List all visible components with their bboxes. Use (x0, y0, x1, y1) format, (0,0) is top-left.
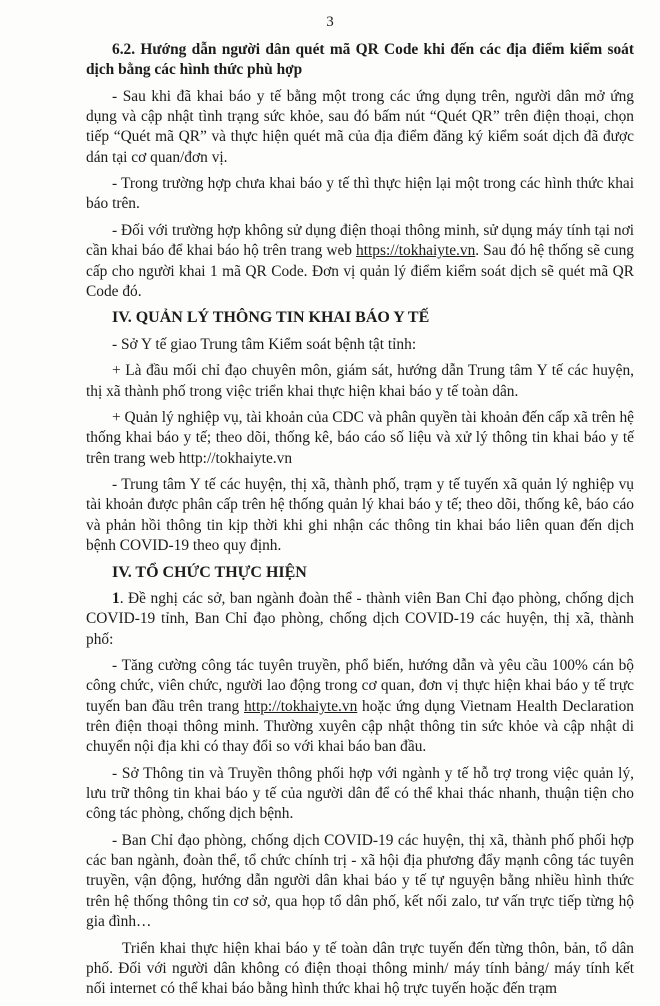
page-number: 3 (326, 14, 334, 30)
paragraph-text: hoặc ứng dụng Vietnam Health Declaration trên điện thoại thông minh. Thường xuyên cập nhật thông tin sức khỏe và cập nhật di chuyển nội địa khi có thay đổi so với khai báo ban đầu. (86, 697, 634, 756)
paragraph: Triển khai thực hiện khai báo y tế toàn dân trực tuyến đến từng thôn, bản, tổ dân phố. Đối với người dân không có điện thoại thông minh/ máy tính bảng/ máy tính kết nối internet có thể khai báo bằng hình thức khai hộ trực tuyến hoặc đến trạm (86, 939, 634, 998)
paragraph: - Ban Chỉ đạo phòng, chống dịch COVID-19 các huyện, thị xã, thành phố phối hợp các ban ngành, đoàn thể, tổ chức chính trị - xã hội địa phương đẩy mạnh công tác tuyên truyền, vận động, hướng dẫn người dân khai báo y tế tự nguyện bằng nhiều hình thức trên hệ thống thông tin cơ sở, qua họp tổ dân phố, kết nối zalo, tư vấn trực tiếp từng hộ gia đình… (86, 831, 634, 931)
paragraph: + Là đầu mối chỉ đạo chuyên môn, giám sát, hướng dẫn Trung tâm Y tế các huyện, thị xã thành phố trong việc triển khai thực hiện khai báo y tế toàn dân. (86, 362, 634, 400)
paragraph (86, 221, 634, 302)
section-6-2-heading: 6.2. Hướng dẫn người dân quét mã QR Code khi đến các địa điểm kiểm soát dịch bằng các hình thức phù hợp (86, 41, 634, 79)
tokhaiyte-link[interactable]: https://tokhaiyte.vn (356, 242, 476, 260)
paragraph: - Trung tâm Y tế các huyện, thị xã, thành phố, trạm y tế tuyến xã quản lý nghiệp vụ tài khoản được phân cấp trên hệ thống quản lý khai báo y tế; theo dõi, thống kê, báo cáo và phản hồi thông tin kịp thời khi ghi nhận các thông tin khai báo liên quan đến dịch bệnh COVID-19 theo quy định. (86, 476, 634, 555)
section-iv-implementation-heading: IV. TỔ CHỨC THỰC HIỆN (112, 563, 307, 581)
paragraph: - Sau khi đã khai báo y tế bằng một trong các ứng dụng trên, người dân mở ứng dụng và cập nhật tình trạng sức khỏe, sau đó bấm nút “Quét QR” trên điện thoại, chọn tiếp “Quét mã QR” và thực hiện quét mã của địa điểm đăng ký kiểm soát dịch đã được dán tại cơ quan/đơn vị. (86, 87, 634, 166)
paragraph: + Quản lý nghiệp vụ, tài khoản của CDC và phân quyền tài khoản đến cấp xã trên hệ thống khai báo y tế; theo dõi, thống kê, báo cáo số liệu và xử lý thông tin khai báo y tế trên trang web http://tokhaiyte.vn (86, 409, 634, 467)
paragraph-text: - Tăng cường công tác tuyên truyền, phổ biến, hướng dẫn và yêu cầu 100% cán bộ công chức, viên chức, người lao động trong cơ quan, đơn vị thực hiện khai báo y tế trực tuyến ban đầu trên trang (86, 657, 634, 715)
paragraph-text: - Đối với trường hợp không sử dụng điện thoại thông minh, sử dụng máy tính tại nơi cần khai báo để khai báo hộ trên trang web (86, 221, 634, 260)
section-iv-management-heading: IV. QUẢN LÝ THÔNG TIN KHAI BÁO Y TẾ (112, 309, 430, 327)
paragraph (86, 656, 634, 757)
document-body (86, 40, 634, 1006)
item-number: 1 (112, 590, 120, 607)
tokhaiyte-link[interactable]: http://tokhaiyte.vn (243, 697, 358, 715)
paragraph: - Trong trường hợp chưa khai báo y tế thì thực hiện lại một trong các hình thức khai báo trên. (86, 175, 634, 213)
paragraph (86, 589, 634, 650)
paragraph-text: . Sau đó hệ thống sẽ cung cấp cho người khai 1 mã QR Code. Đơn vị quản lý điểm kiểm soát dịch sẽ quét mã QR Code đó. (86, 242, 635, 300)
paragraph: - Sở Y tế giao Trung tâm Kiểm soát bệnh tật tỉnh: (112, 335, 417, 353)
paragraph: - Sở Thông tin và Truyền thông phối hợp với ngành y tế hỗ trợ trong việc quản lý, lưu trữ thông tin khai báo y tế của người dân để có thể khai thác nhanh, thuận tiện cho công tác phòng, chống dịch bệnh. (86, 764, 634, 823)
paragraph-text: . Đề nghị các sở, ban ngành đoàn thể - thành viên Ban Chỉ đạo phòng, chống dịch COVID-19 tỉnh, Ban Chỉ đạo phòng, chống dịch COVID-19 các huyện, thị xã, thành phố: (86, 590, 634, 648)
